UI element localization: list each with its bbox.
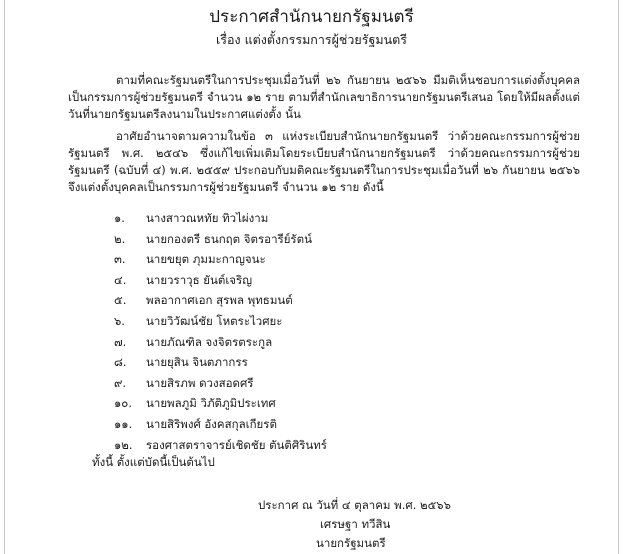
member-item xyxy=(114,270,327,291)
member-item xyxy=(114,414,327,435)
signatory-position: นายกรัฐมนตรี xyxy=(316,536,386,550)
member-name: นายสิรภพ ดวงสอดศรี xyxy=(146,375,254,390)
member-number: ๔. xyxy=(114,272,127,287)
member-number: ๓. xyxy=(114,252,126,267)
announcement-date: ประกาศ ณ วันที่ ๔ ตุลาคม พ.ศ. ๒๕๖๖ xyxy=(258,498,451,512)
member-name: นายยุสิน จินตภากรร xyxy=(146,355,248,370)
member-number: ๑๒. xyxy=(114,437,133,452)
member-name: นายวราวุธ ยันต์เจริญ xyxy=(146,272,252,287)
effective-clause: ทั้งนี้ ตั้งแต่บัดนี้เป็นต้นไป xyxy=(92,455,215,469)
member-item xyxy=(114,249,327,270)
document-subject: เรื่อง แต่งตั้งกรรมการผู้ช่วยรัฐมนตรี xyxy=(216,32,407,47)
member-number: ๙. xyxy=(114,375,127,390)
member-number: ๑๑. xyxy=(114,416,133,431)
member-item xyxy=(114,373,327,394)
member-name: นายสิริพงศ์ อังคสกุลเกียรติ xyxy=(146,416,277,431)
member-name: รองศาสตราจารย์เชิดชัย ตันติศิรินทร์ xyxy=(146,437,327,452)
member-item xyxy=(114,352,327,373)
member-number: ๒. xyxy=(114,231,126,246)
member-number: ๗. xyxy=(114,334,127,349)
member-name: นายขยุต ภุมมะกาญจนะ xyxy=(146,252,266,267)
signatory-name: เศรษฐา ทวีสิน xyxy=(320,517,391,531)
member-item xyxy=(114,435,327,456)
member-name: นายกองตรี ธนกฤต จิตรอารีย์รัตน์ xyxy=(146,231,312,246)
member-number: ๕. xyxy=(114,293,127,308)
paragraph-background: ตามที่คณะรัฐมนตรีในการประชุมเมื่อวันที่ ๒๖ กันยายน ๒๕๖๖ มีมติเห็นชอบการแต่งตั้งบุคคลเป็นกรรมการผู้ช่วยรัฐมนตรี จำนวน ๑๒ ราย ตามที่สำนักเลขาธิการนายกรัฐมนตรีเสนอ โดยให้มีผลตั้งแต่วันที่นายกรัฐมนตรีลงนามในประกาศแต่งตั้ง นั้น xyxy=(68,73,580,121)
member-number: ๘. xyxy=(114,355,127,370)
member-item xyxy=(114,393,327,414)
member-name: พลอากาศเอก สุรพล พุทธมนต์ xyxy=(146,293,293,308)
signature-block xyxy=(258,496,498,553)
member-item xyxy=(114,208,327,229)
member-item xyxy=(114,332,327,353)
paragraph-authority: อาศัยอำนาจตามความในข้อ ๓ แห่งระเบียบสำนักนายกรัฐมนตรี ว่าด้วยคณะกรรมการผู้ช่วยรัฐมนตรี พ.ศ. ๒๕๔๖ ซึ่งแก้ไขเพิ่มเติมโดยระเบียบสำนักนายกรัฐมนตรี ว่าด้วยคณะกรรมการผู้ช่วยรัฐมนตรี (ฉบับที่ ๔) พ.ศ. ๒๕๕๙ ประกอบกับมติคณะรัฐมนตรีในการประชุมเมื่อวันที่ ๒๖ กันยายน ๒๕๖๖ จึงแต่งตั้งบุคคลเป็นกรรมการผู้ช่วยรัฐมนตรี จำนวน ๑๒ ราย ดังนี้ xyxy=(68,129,580,194)
member-item xyxy=(114,290,327,311)
member-list xyxy=(114,208,327,455)
member-name: นายภัณฑิล จงจิตรตระกูล xyxy=(146,334,273,349)
member-number: ๑๐. xyxy=(114,396,132,411)
document-title: ประกาศสำนักนายกรัฐมนตรี xyxy=(209,7,414,27)
member-item xyxy=(114,311,327,332)
member-name: นางสาวณหทัย ทิวไผ่งาม xyxy=(146,211,269,225)
member-item xyxy=(114,229,327,250)
member-number: ๖. xyxy=(114,313,125,328)
member-number: ๑. xyxy=(114,211,125,225)
member-name: นายพลภูมิ วิภัติภูมิประเทศ xyxy=(146,396,276,411)
member-name: นายวิวัฒน์ชัย โหตระไวศยะ xyxy=(146,313,283,328)
